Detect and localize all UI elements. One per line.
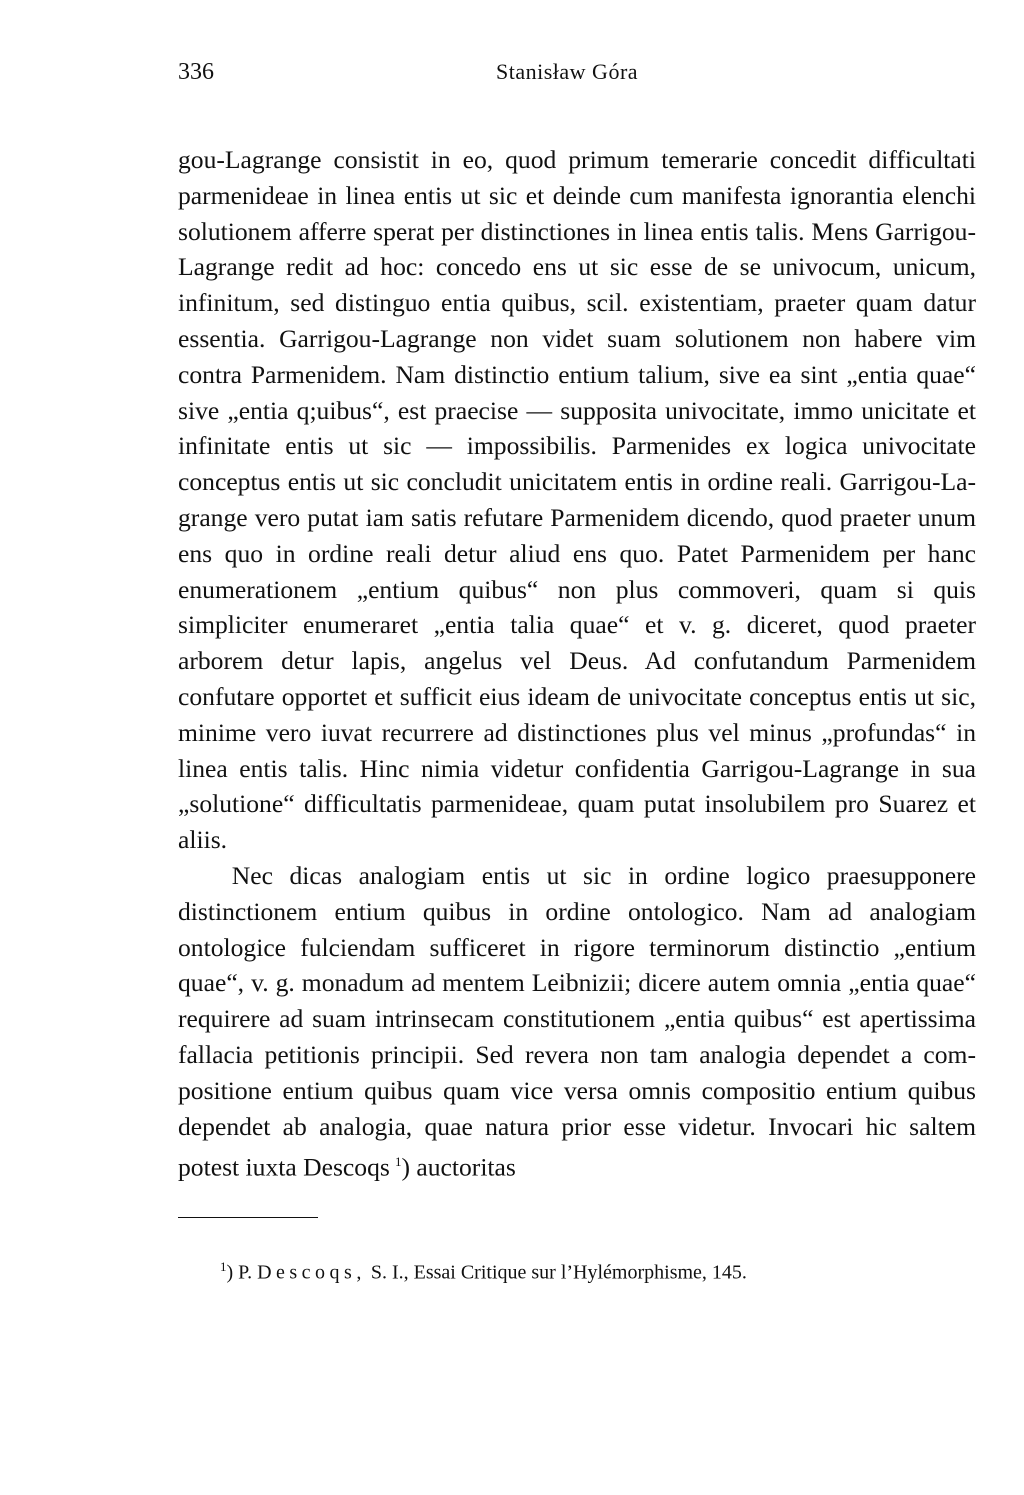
footnote-citation: S. I., Essai Critique sur l’Hylémorphisme, 145.: [370, 1261, 747, 1284]
book-page: [178, 50, 976, 1286]
footnote: [178, 1253, 976, 1287]
footnote-marker: 1: [220, 1258, 227, 1274]
page-number: 336: [178, 59, 214, 85]
footnote-reference: 1: [394, 1154, 402, 1170]
paragraph-1: gou-Lagrange consistit in eo, quod primum temerarie concedit difficultati parmenideae in linea entis ut sic et deinde cum manifesta ignorantia elenchi solutionem afferre sperat per distinctiones in linea entis talis. Mens Garrigou-Lagrange redit ad hoc: concedo ens ut sic esse de se univocum, unicum, infinitum, sed distinguo entia quibus, scil. existentiam, praeter quam datur essentia. Garrigou-Lagrange non videt suam solutionem non habere vim contra Parmenidem. Nam distinctio entium talium, sive ea sint „entia quae“ sive „entia q;uibus“, est praecise — supposita univocitate, immo unicitate et infinitate entis ut sic — impossibilis. Parmenides ex logica univocitate conceptus entis ut sic concludit unicitatem entis in ordine reali. Garrigou-Lagrange vero putat iam satis refutare Parmenidem dicendo, quod praeter unum ens quo in ordine reali detur aliud ens quo. Patet Parmenidem per hanc enumerationem „entium quibus“ non plus commoveri, quam si quis simpliciter enumeraret „entia talia quae“ et v. g. diceret, quod praeter arborem detur lapis, angelus vel Deus. Ad confutandum Parmenidem confutare opportet et sufficit eius ideam de univocitate conceptus entis ut sic, minime vero iuvat recurrere ad distinctiones plus vel minus „profundas“ in linea entis talis. Hinc nimia videtur confidentia Garrigou-Lagrange in sua „solutione“ difficultatis parmenideae, quam putat insolubilem pro Suarez et aliis.: [178, 145, 976, 855]
paragraph-2: [178, 858, 976, 1186]
body-text: [178, 142, 976, 1186]
running-head: [178, 50, 976, 94]
paragraph-2-text: Nec dicas analogiam entis ut sic in ordine logico praesupponere distinctionem entium quibus in ordine ontologico. Nam ad analogiam ontologice fulciendam sufficeret in rigore terminorum distinctio „entium quae“, v. g. monadum ad mentem Leibnizii; dicere autem omnia „entia quae“ requirere ad suam intrinsecam constitutionem „entia quibus“ est apertissima fallacia petitionis principii. Sed revera non tam analogia dependet a compositione entium quibus quam vice versa omnis compositio entium quibus dependet ab analogia, quae natura prior esse videtur. Invocari hic saltem potest iuxta Descoqs: [178, 860, 976, 1182]
footnote-author: Descoqs,: [257, 1261, 366, 1284]
footnote-rule: [178, 1217, 318, 1218]
footnote-initial: P.: [238, 1261, 253, 1284]
paragraph-2-tail: ) auctoritas: [401, 1152, 516, 1182]
footnote-marker-close: ): [226, 1261, 234, 1284]
running-title: Stanisław Góra: [496, 59, 639, 84]
